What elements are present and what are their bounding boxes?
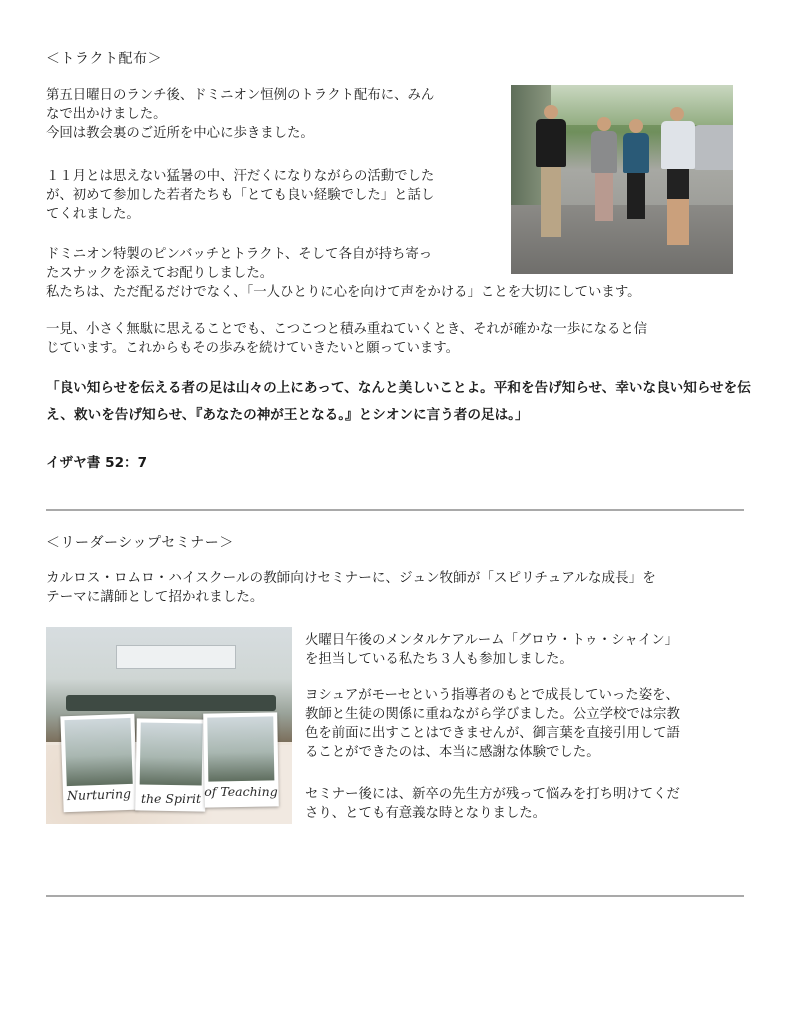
- text-line: 色を前面に出すことはできませんが、御言葉を直接引用して語: [305, 726, 680, 741]
- text-line: 第五日曜日のランチ後、ドミニオン恒例のトラクト配布に、みん: [46, 88, 435, 103]
- collage-caption-nurturing: Nurturing: [66, 785, 132, 804]
- tract-paragraph-1: [46, 86, 434, 143]
- text-line: たスナックを添えてお配りしました。: [46, 266, 274, 281]
- seminar-paragraph-2: [305, 686, 680, 762]
- text-line: え、救いを告げ知らせ、『あなたの神が王となる。』とシオンに言う者の足は。」: [46, 407, 529, 423]
- text-line: じています。これからもその歩みを続けていきたいと願っています。: [46, 341, 459, 356]
- section-heading-seminar: ＜リーダーシップセミナー＞: [46, 535, 234, 551]
- text-line: 火曜日午後のメンタルケアルーム「グロウ・トゥ・シャイン」: [305, 633, 678, 648]
- seminar-collage-photo: [46, 627, 292, 824]
- text-line: さり、とても有意義な時となりました。: [305, 806, 547, 821]
- text-line: 一見、小さく無駄に思えることでも、こつこつと積み重ねていくとき、それが確かな一歩になると信: [46, 322, 648, 337]
- text-line: なで出かけました。: [46, 107, 167, 122]
- text-line: 「良い知らせを伝える者の足は山々の上にあって、なんと美しいことよ。平和を告げ知らせ、幸いな良い知らせを伝: [46, 380, 751, 396]
- text-line: カルロス・ロムロ・ハイスクールの教師向けセミナーに、ジュン牧師が「スピリチュアルな成長」を: [46, 570, 656, 586]
- section-divider: [46, 509, 744, 511]
- text-line: １１月とは思えない猛暑の中、汗だくになりながらの活動でした: [46, 169, 435, 184]
- text-line: てくれました。: [46, 207, 140, 222]
- tract-distribution-photo: [511, 85, 733, 274]
- text-line: 教師と生徒の関係に重ねながら学びました。公立学校では宗教: [305, 707, 680, 722]
- text-line: セミナー後には、新卒の先生方が残って悩みを打ち明けてくだ: [305, 787, 680, 802]
- collage-caption-spirit: the Spirit: [140, 791, 201, 806]
- section-heading-tract: ＜トラクト配布＞: [46, 51, 162, 67]
- text-line: が、初めて参加した若者たちも「とても良い経験でした」と話し: [46, 188, 435, 203]
- tract-paragraph-2: [46, 167, 434, 224]
- tract-paragraph-4: [46, 320, 647, 358]
- seminar-intro: [46, 569, 656, 607]
- seminar-paragraph-3: [305, 785, 680, 823]
- text-line: ヨシュアがモーセという指導者のもとで成長していった姿を、: [305, 688, 679, 703]
- text-line: 今回は教会裏のご近所を中心に歩きました。: [46, 126, 314, 141]
- text-line: 私たちは、ただ配るだけでなく、「一人ひとりに心を向けて声をかける」ことを大切にしています。: [46, 285, 641, 300]
- collage-caption-teaching: of Teaching: [204, 784, 278, 799]
- text-line: テーマに講師として招かれました。: [46, 589, 264, 605]
- text-line: を担当している私たち３人も参加しました。: [305, 652, 573, 667]
- text-line: ることができたのは、本当に感謝な体験でした。: [305, 745, 600, 760]
- verse-reference: イザヤ書 52：7: [46, 455, 148, 471]
- seminar-paragraph-1: [305, 631, 678, 669]
- text-line: ドミニオン特製のピンバッチとトラクト、そして各自が持ち寄っ: [46, 247, 433, 262]
- bible-verse: [46, 375, 751, 429]
- section-divider: [46, 895, 744, 897]
